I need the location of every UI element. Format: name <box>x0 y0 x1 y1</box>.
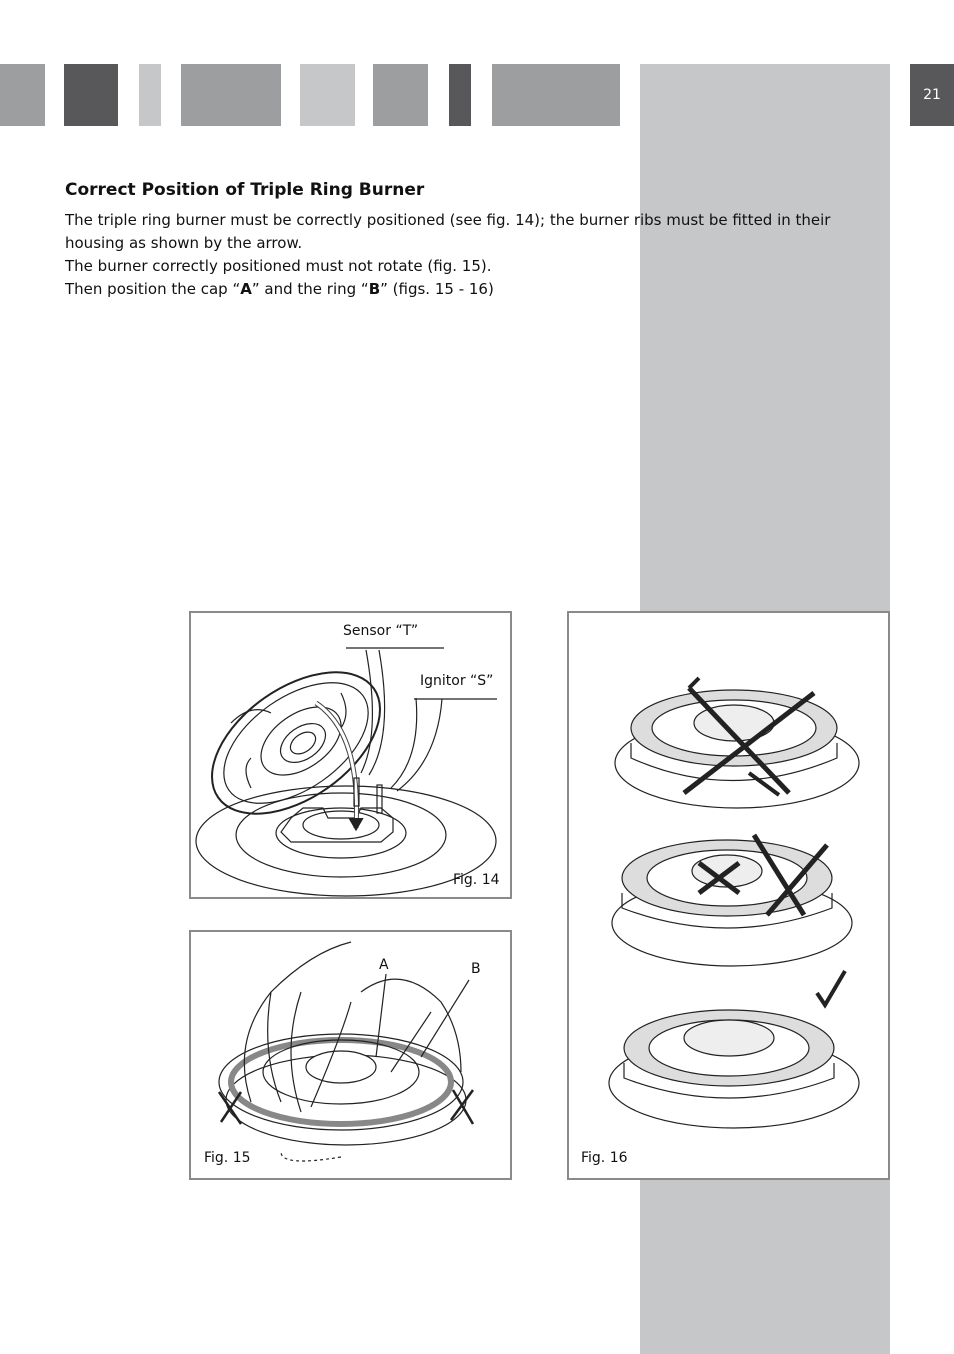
header-block-5 <box>300 64 355 126</box>
p3-text: ” and the ring “ <box>251 280 369 298</box>
figure-14 <box>189 611 512 899</box>
figure-caption: Fig. 15 <box>204 1150 251 1166</box>
figure-caption: Fig. 14 <box>453 872 500 888</box>
header-block-2 <box>64 64 118 126</box>
paragraph-2: The burner correctly positioned must not rotate (fig. 15). <box>65 257 492 275</box>
p3-bold-b: B <box>368 280 381 298</box>
header-block-4 <box>181 64 281 126</box>
p3-text: Then position the cap “ <box>65 280 241 298</box>
sensor-label: Sensor “T” <box>343 623 419 639</box>
p3-text: ” (figs. 15 - 16) <box>380 280 494 298</box>
paragraph-3 <box>65 278 845 301</box>
p3-bold-a: A <box>240 280 252 298</box>
header-block-7 <box>449 64 471 126</box>
header-block-6 <box>373 64 428 126</box>
page-number: 21 <box>910 64 954 126</box>
header-block-8 <box>492 64 620 126</box>
header-block-3 <box>139 64 161 126</box>
label-a: A <box>379 957 389 973</box>
hand-positioning-illustration <box>191 932 514 1182</box>
header-block-1 <box>0 64 45 126</box>
burner-positions-illustration <box>569 613 892 1182</box>
figure-16 <box>567 611 890 1180</box>
figure-caption: Fig. 16 <box>581 1150 628 1166</box>
section-title: Correct Position of Triple Ring Burner <box>65 180 425 200</box>
figure-15 <box>189 930 512 1180</box>
label-b: B <box>471 961 481 977</box>
section-body <box>65 209 845 301</box>
paragraph-1: The triple ring burner must be correctly positioned (see fig. 14); the burner ribs must be fitted in their housing as shown by the arrow. <box>65 211 831 252</box>
ignitor-label: Ignitor “S” <box>420 673 494 689</box>
burner-assembly-illustration <box>191 613 514 901</box>
